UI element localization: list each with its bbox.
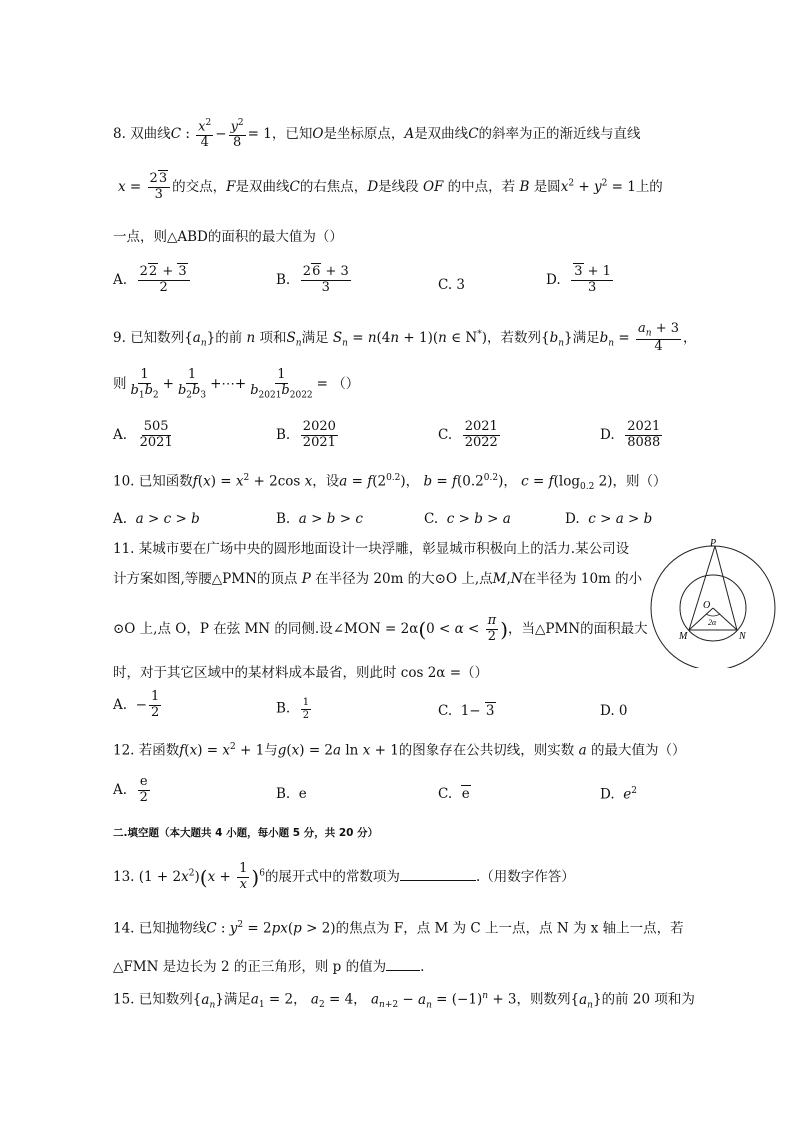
- q9-line2: 则 $\frac{1}{b_1b_2}$ + $\frac{1}{b_2b_3}$ +⋯+ $\frac{1}{b_{2021}b_{2022}}$ = （）: [113, 367, 360, 401]
- q12-option-a: A. $\frac{e}{2}$: [113, 774, 148, 805]
- angle-arc: [706, 614, 720, 616]
- q14-line1: 14. 已知抛物线C : $y^2 = 2px(p > 2)$的焦点为 F，点 M 为 C 上一点，点 N 为 x 轴上一点，若: [113, 920, 684, 937]
- q11-option-d: D. 0: [600, 703, 628, 719]
- q11-option-b: B. $\frac{1}{2}$: [276, 697, 310, 721]
- q8-line2: x = $\frac{23}{3}$ 的交点，F是双曲线C的右焦点，D是线段 OF 的中点，若 B 是圆$x^2 + y^2 = 1$上的: [118, 171, 663, 202]
- q12-option-b: B. e: [276, 786, 307, 802]
- q11-line4: 时，对于其它区域中的某材料成本最省，则此时 cos 2α =（）: [113, 665, 489, 681]
- line-on: [713, 608, 737, 630]
- label-p: P: [710, 538, 717, 549]
- q10-option-c: C. c > b > a: [424, 511, 511, 527]
- q9-option-d: D. $\frac{2021}{8088}$: [600, 419, 661, 450]
- q9-option-b: B. $\frac{2020}{2021}$: [276, 419, 336, 450]
- q10-option-b: B. a > b > c: [276, 511, 363, 527]
- q8-option-c: C. 3: [438, 277, 466, 293]
- q11-option-c: C. 1− 3: [438, 703, 495, 719]
- label-m: M: [679, 631, 688, 642]
- q10-option-d: D. c > a > b: [565, 511, 653, 527]
- label-n: N: [739, 631, 746, 642]
- q12-line1: 12. 若函数$f(x) = x^2 + 1$与g(x) = 2a ln x + 1的图象存在公共切线，则实数 a 的最大值为（）: [113, 742, 686, 759]
- q13-line1: 13. $(1 + 2x^2)(x$ + $\frac{1}{x}$ )$^6$的展开式中的常数项为 .（用数字作答）: [113, 861, 575, 892]
- section-heading: 二.填空题（本大题共 4 小题，每小题 5 分，共 20 分）: [113, 827, 379, 839]
- q11-option-a: A. − $\frac{1}{2}$: [113, 689, 160, 720]
- q14-line2: △FMN 是边长为 2 的正三角形，则 p 的值为 .: [113, 959, 425, 975]
- answer-blank[interactable]: [400, 868, 476, 881]
- q9-option-c: C. $\frac{2021}{2022}$: [438, 419, 498, 450]
- q10-line1: 10. 已知函数$f(x) = x^2 + 2\cos$ x，设$a = f(2^{0.2})$， $b = f(0.2^{0.2})$， $c = f(\log_{0.2}$ 2)，则（）: [113, 473, 667, 493]
- q11-line2: 计方案如图,等腰△PMN的顶点 P 在半径为 20m 的大⊙O 上,点M,N在半径为 10m 的小: [113, 571, 643, 587]
- q8-line3: 一点，则△ABD的面积的最大值为（）: [113, 229, 343, 245]
- q8-option-d: D. $\frac{3 + 1}{3}$: [546, 264, 611, 295]
- q11-line1: 11. 某城市要在广场中央的圆形地面设计一块浮雕，彰显城市积极向上的活力.某公司设: [113, 541, 630, 557]
- q8-option-a: A. $\frac{22 + 3}{2}$: [113, 265, 192, 296]
- large-circle: [651, 546, 775, 668]
- label-o: O: [703, 600, 711, 611]
- q11-line3: ⊙O 上,点 O，P 在弦 MN 的同侧.设∠MON = 2α(0 < α < $\frac{\pi}{2}$ )，当△PMN的面积最大: [113, 613, 648, 644]
- q12-option-d: D. $e^2$: [600, 786, 637, 803]
- label-2alpha: 2α: [708, 618, 717, 627]
- answer-blank[interactable]: [386, 958, 420, 971]
- q9-option-a: A. $\frac{505}{2021}$: [113, 419, 173, 450]
- q8-line1: 8. 双曲线C : $\frac{x^2}{4}$ − $\frac{y^2}{8}$ = 1，已知O是坐标原点，A是双曲线C的斜率为正的渐近线与直线: [113, 118, 641, 151]
- line-pn: [715, 546, 737, 630]
- q15-line1: 15. 已知数列$\{a_n\}$满足$a_1 = 2$， $a_2 = 4$， $a_{n+2} - a_n = (-1)^n + 3$，则数列$\{a_n\}$的前 20 项和为: [113, 991, 695, 1011]
- q12-option-c: C. e: [438, 786, 470, 802]
- q9-line1: 9. 已知数列$\{a_n\}$的前 n 项和$S_n$满足 $S_n = n(4n + 1)(n$ ∈ N*)，若数列$\{b_n\}$满足$b_n$ = $\frac{a_n + 3}{4}$ ，: [113, 321, 697, 354]
- q11-figure: [648, 538, 778, 668]
- q10-option-a: A. a > c > b: [113, 511, 200, 527]
- q8-option-b: B. $\frac{26 + 3}{3}$: [276, 264, 349, 295]
